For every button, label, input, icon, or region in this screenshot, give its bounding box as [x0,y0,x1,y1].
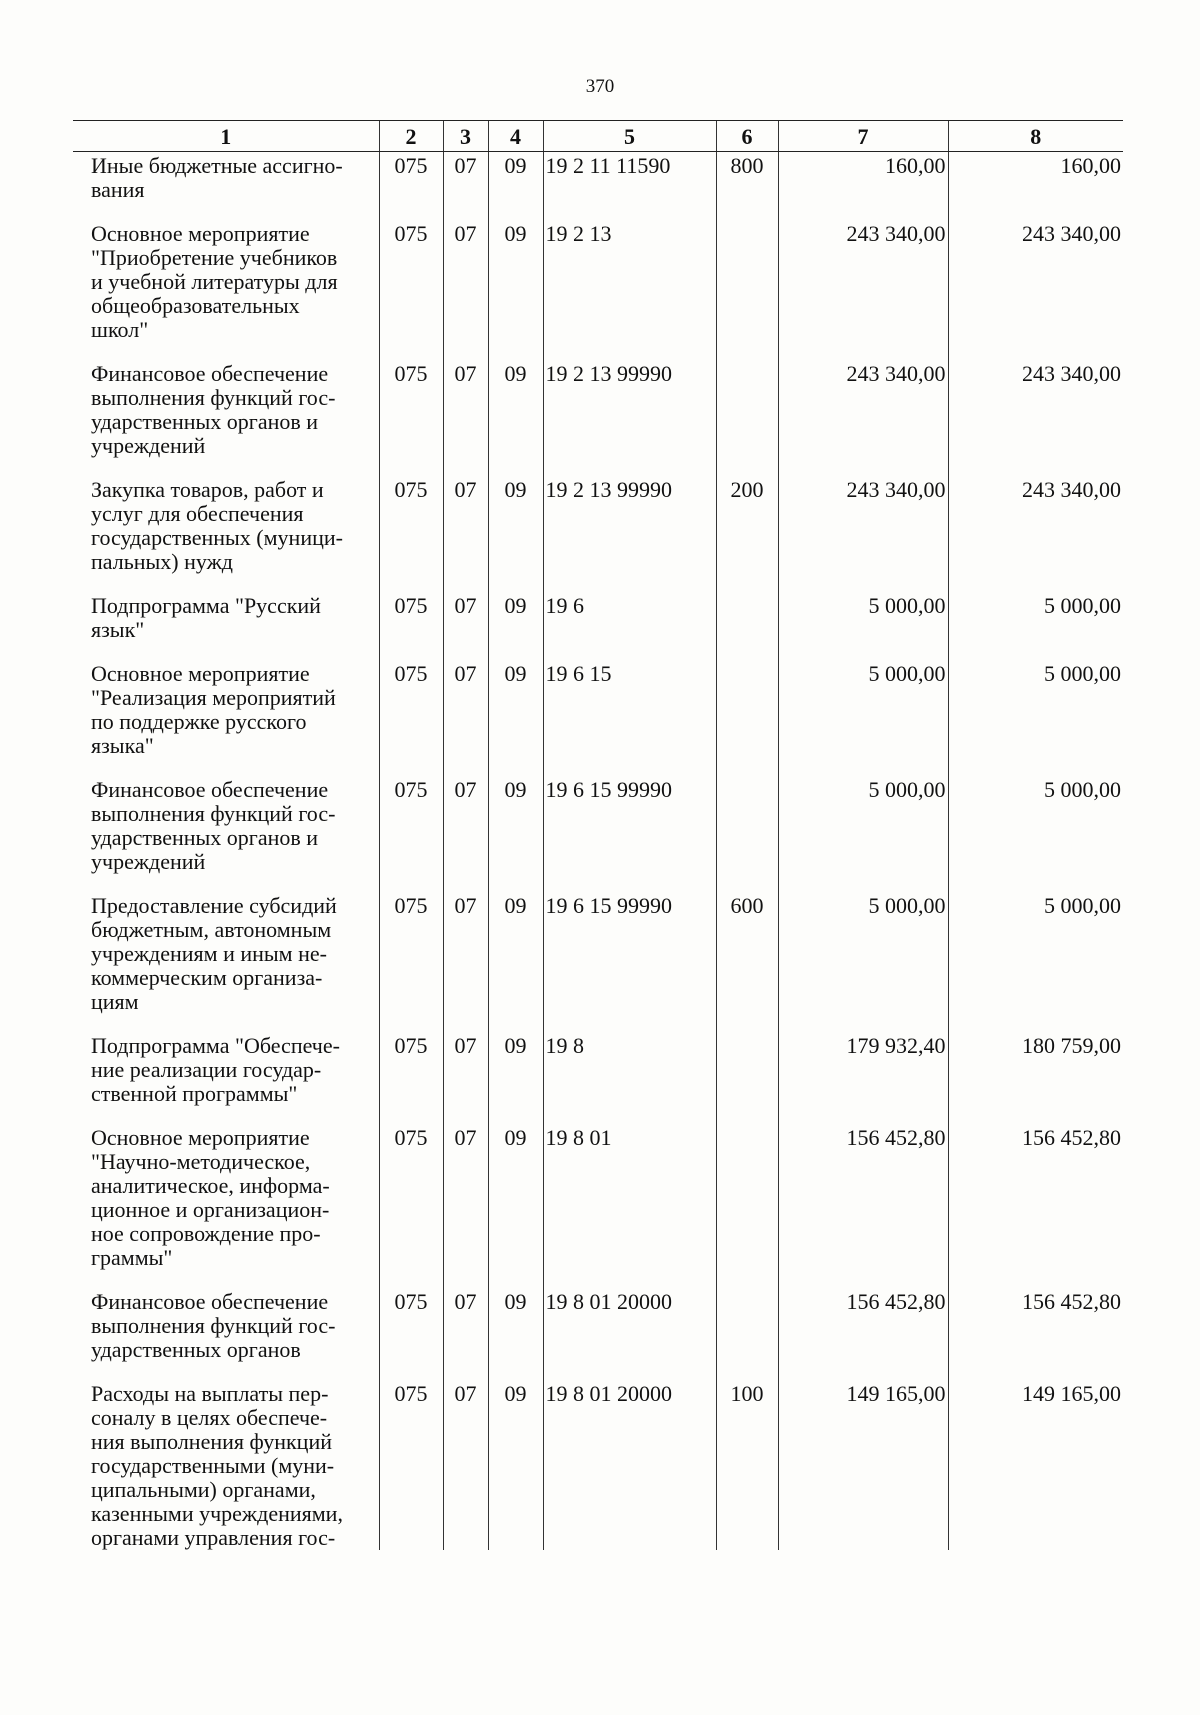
description-line: аналитическое, информа- [91,1173,330,1198]
code-cell-target-article: 19 8 [543,1032,716,1124]
row-spacer [91,642,377,660]
budget-table [73,120,1123,1550]
col-header-5: 5 [543,121,716,152]
table-row [73,1124,1123,1288]
code-cell-subsection: 09 [488,660,543,776]
description-line: государственными (муни- [91,1453,335,1478]
row-description [73,592,379,660]
code-cell-expense-type [716,1032,778,1124]
code-cell-target-article: 19 2 13 99990 [543,360,716,476]
code-cell-expense-type [716,1124,778,1288]
code-cell-target-article: 19 6 15 99990 [543,892,716,1032]
code-cell-target-article: 19 8 01 20000 [543,1288,716,1380]
row-description [73,1380,379,1550]
description-line: выполнения функций гос- [91,1313,336,1338]
code-cell-target-article: 19 2 11 11590 [543,152,716,221]
code-cell-subsection: 09 [488,892,543,1032]
row-description [73,220,379,360]
amount-cell-year-1: 5 000,00 [778,660,948,776]
page-number: 370 [585,76,615,97]
description-line: Подпрограмма "Обеспече- [91,1033,340,1058]
description-line: и учебной литературы для [91,269,338,294]
code-cell-subsection: 09 [488,1380,543,1550]
code-cell-section: 07 [443,220,488,360]
amount-cell-year-2: 243 340,00 [948,220,1123,360]
description-line: язык" [91,617,145,642]
amount-cell-year-2: 180 759,00 [948,1032,1123,1124]
row-spacer [91,874,377,892]
description-line: пальных) нужд [91,549,234,574]
amount-cell-year-1: 156 452,80 [778,1124,948,1288]
col-header-1: 1 [73,121,379,152]
table-body [73,152,1123,1551]
code-cell-target-article: 19 8 01 [543,1124,716,1288]
code-cell-expense-type: 200 [716,476,778,592]
code-cell-section: 07 [443,476,488,592]
code-cell-subsection: 09 [488,152,543,221]
description-line: учреждений [91,433,206,458]
description-line: "Научно-методическое, [91,1149,311,1174]
description-line: Основное мероприятие [91,1125,310,1150]
description-line: казенными учреждениями, [91,1501,343,1526]
code-cell-section: 07 [443,1380,488,1550]
amount-cell-year-2: 5 000,00 [948,776,1123,892]
code-cell-subsection: 09 [488,776,543,892]
amount-cell-year-1: 243 340,00 [778,360,948,476]
row-description [73,152,379,221]
description-line: Основное мероприятие [91,221,310,246]
code-cell-subsection: 09 [488,1124,543,1288]
code-cell-expense-type [716,776,778,892]
row-description [73,476,379,592]
description-line: выполнения функций гос- [91,385,336,410]
row-spacer [91,1014,377,1032]
amount-cell-year-1: 5 000,00 [778,776,948,892]
code-cell-expense-type [716,360,778,476]
code-cell-ministry: 075 [379,476,443,592]
code-cell-subsection: 09 [488,1032,543,1124]
table-row [73,476,1123,592]
code-cell-target-article: 19 6 [543,592,716,660]
code-cell-expense-type [716,660,778,776]
header-row [73,121,1123,152]
amount-cell-year-2: 160,00 [948,152,1123,221]
description-line: "Реализация мероприятий [91,685,336,710]
row-spacer [91,574,377,592]
code-cell-target-article: 19 2 13 99990 [543,476,716,592]
col-header-4: 4 [488,121,543,152]
code-cell-section: 07 [443,592,488,660]
row-description [73,360,379,476]
description-line: Основное мероприятие [91,661,310,686]
col-header-7: 7 [778,121,948,152]
description-line: вания [91,177,145,202]
row-description [73,660,379,776]
code-cell-subsection: 09 [488,476,543,592]
row-spacer [91,1362,377,1380]
row-spacer [91,342,377,360]
code-cell-target-article: 19 2 13 [543,220,716,360]
code-cell-section: 07 [443,1124,488,1288]
code-cell-ministry: 075 [379,660,443,776]
description-line: Финансовое обеспечение [91,777,329,802]
col-header-6: 6 [716,121,778,152]
code-cell-subsection: 09 [488,360,543,476]
table-row [73,220,1123,360]
code-cell-expense-type [716,592,778,660]
amount-cell-year-2: 243 340,00 [948,476,1123,592]
code-cell-ministry: 075 [379,1288,443,1380]
code-cell-subsection: 09 [488,220,543,360]
code-cell-expense-type: 800 [716,152,778,221]
amount-cell-year-2: 5 000,00 [948,892,1123,1032]
description-line: по поддержке русского [91,709,307,734]
description-line: учреждений [91,849,206,874]
row-description [73,776,379,892]
table-row [73,776,1123,892]
row-spacer [91,1106,377,1124]
code-cell-section: 07 [443,360,488,476]
amount-cell-year-1: 243 340,00 [778,476,948,592]
description-line: ное сопровождение про- [91,1221,321,1246]
table-row [73,360,1123,476]
description-line: "Приобретение учебников [91,245,338,270]
code-cell-ministry: 075 [379,220,443,360]
amount-cell-year-1: 160,00 [778,152,948,221]
description-line: Финансовое обеспечение [91,1289,329,1314]
description-line: школ" [91,317,149,342]
description-line: соналу в целях обеспече- [91,1405,328,1430]
code-cell-expense-type [716,1288,778,1380]
description-line: общеобразовательных [91,293,300,318]
code-cell-ministry: 075 [379,1380,443,1550]
description-line: граммы" [91,1245,173,1270]
amount-cell-year-1: 243 340,00 [778,220,948,360]
description-line: коммерческим организа- [91,965,323,990]
code-cell-subsection: 09 [488,592,543,660]
description-line: ударственных органов и [91,409,319,434]
code-cell-expense-type: 600 [716,892,778,1032]
code-cell-section: 07 [443,1288,488,1380]
description-line: ционное и организацион- [91,1197,330,1222]
code-cell-section: 07 [443,892,488,1032]
amount-cell-year-1: 179 932,40 [778,1032,948,1124]
code-cell-target-article: 19 8 01 20000 [543,1380,716,1550]
code-cell-expense-type [716,220,778,360]
description-line: ния выполнения функций [91,1429,332,1454]
table-row [73,1288,1123,1380]
description-line: Иные бюджетные ассигно- [91,153,343,178]
description-line: бюджетным, автономным [91,917,332,942]
description-line: ударственных органов [91,1337,301,1362]
code-cell-target-article: 19 6 15 99990 [543,776,716,892]
code-cell-section: 07 [443,776,488,892]
code-cell-section: 07 [443,660,488,776]
description-line: циям [91,989,139,1014]
table-row [73,592,1123,660]
amount-cell-year-1: 5 000,00 [778,592,948,660]
description-line: Финансовое обеспечение [91,361,329,386]
amount-cell-year-1: 149 165,00 [778,1380,948,1550]
code-cell-section: 07 [443,1032,488,1124]
table-row [73,892,1123,1032]
row-description [73,1288,379,1380]
description-line: Предоставление субсидий [91,893,337,918]
row-spacer [91,1270,377,1288]
code-cell-ministry: 075 [379,1032,443,1124]
amount-cell-year-2: 149 165,00 [948,1380,1123,1550]
amount-cell-year-1: 5 000,00 [778,892,948,1032]
description-line: ударственных органов и [91,825,319,850]
amount-cell-year-1: 156 452,80 [778,1288,948,1380]
description-line: Подпрограмма "Русский [91,593,321,618]
code-cell-subsection: 09 [488,1288,543,1380]
description-line: ние реализации государ- [91,1057,322,1082]
amount-cell-year-2: 5 000,00 [948,660,1123,776]
row-spacer [91,758,377,776]
amount-cell-year-2: 156 452,80 [948,1288,1123,1380]
description-line: органами управления гос- [91,1525,336,1550]
description-line: Закупка товаров, работ и [91,477,324,502]
amount-cell-year-2: 5 000,00 [948,592,1123,660]
code-cell-section: 07 [443,152,488,221]
col-header-8: 8 [948,121,1123,152]
code-cell-ministry: 075 [379,1124,443,1288]
col-header-2: 2 [379,121,443,152]
description-line: языка" [91,733,154,758]
table-row [73,152,1123,221]
code-cell-ministry: 075 [379,592,443,660]
description-line: услуг для обеспечения [91,501,304,526]
description-line: государственных (муници- [91,525,343,550]
description-line: учреждениям и иным не- [91,941,327,966]
code-cell-target-article: 19 6 15 [543,660,716,776]
row-description [73,1032,379,1124]
row-description [73,1124,379,1288]
table-row [73,1032,1123,1124]
row-description [73,892,379,1032]
description-line: Расходы на выплаты пер- [91,1381,329,1406]
code-cell-ministry: 075 [379,152,443,221]
col-header-3: 3 [443,121,488,152]
code-cell-ministry: 075 [379,360,443,476]
code-cell-expense-type: 100 [716,1380,778,1550]
row-spacer [91,202,377,220]
code-cell-ministry: 075 [379,776,443,892]
description-line: ственной программы" [91,1081,298,1106]
table-row [73,1380,1123,1550]
amount-cell-year-2: 156 452,80 [948,1124,1123,1288]
table-row [73,660,1123,776]
row-spacer [91,458,377,476]
description-line: выполнения функций гос- [91,801,336,826]
description-line: ципальными) органами, [91,1477,316,1502]
amount-cell-year-2: 243 340,00 [948,360,1123,476]
code-cell-ministry: 075 [379,892,443,1032]
